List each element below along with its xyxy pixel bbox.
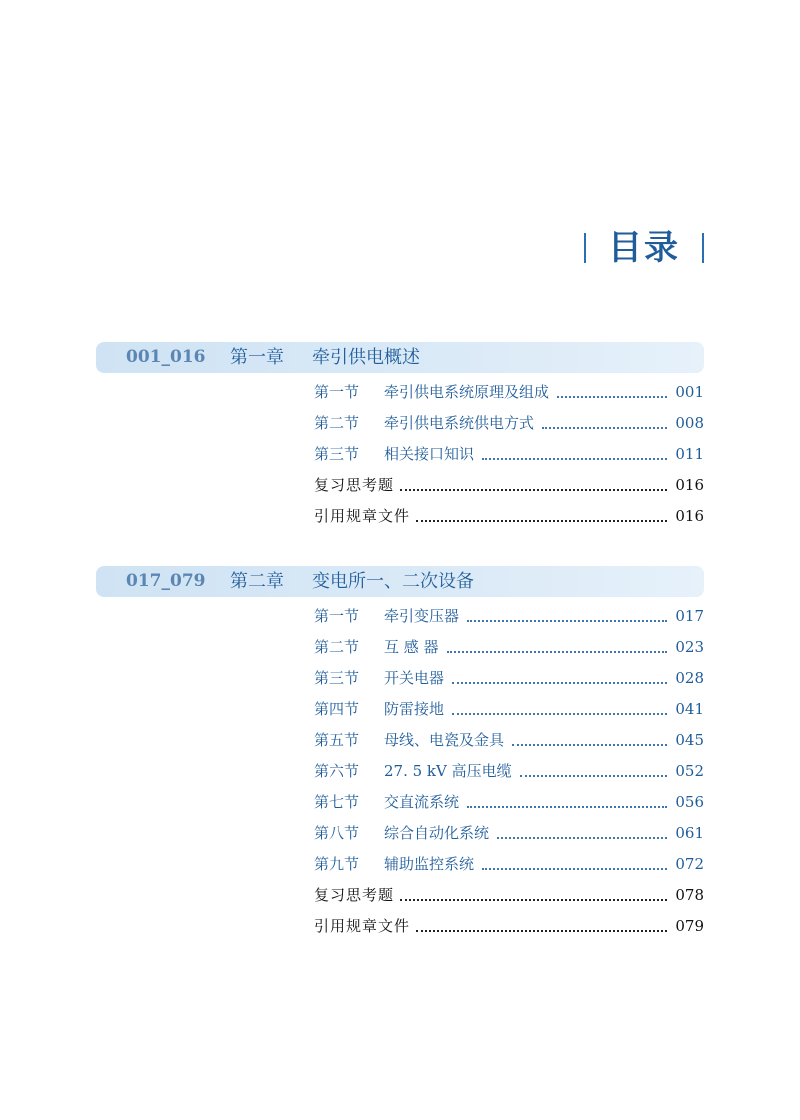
toc-entry[interactable]	[96, 377, 704, 408]
page-number: 016	[671, 501, 704, 532]
toc-entry[interactable]	[96, 632, 704, 663]
section-number: 第二节	[314, 638, 360, 656]
chapter-block	[96, 566, 704, 942]
page-number: 079	[671, 911, 704, 942]
section-number: 第二节	[314, 414, 360, 432]
toc-entry[interactable]	[96, 818, 704, 849]
page-number: 001	[671, 377, 704, 408]
dot-leader	[447, 651, 667, 653]
chapter-title: 变电所一、二次设备	[312, 571, 474, 592]
page-number: 011	[671, 439, 704, 470]
chapter-number: 第二章	[230, 571, 284, 592]
dot-leader	[452, 713, 667, 715]
page-number: 056	[671, 787, 704, 818]
toc-entry[interactable]	[96, 694, 704, 725]
dot-leader	[482, 868, 667, 870]
page-number: 045	[671, 725, 704, 756]
toc-entry[interactable]	[96, 663, 704, 694]
section-title: 相关接口知识	[384, 439, 480, 470]
chapter-number: 第一章	[230, 347, 284, 368]
section-title: 综合自动化系统	[384, 818, 495, 849]
section-number: 第七节	[314, 793, 360, 811]
dot-leader	[467, 806, 667, 808]
dot-leader	[497, 837, 667, 839]
dot-leader	[482, 458, 667, 460]
page-number: 072	[671, 849, 704, 880]
section-title: 牵引供电系统原理及组成	[384, 377, 555, 408]
toc-entry[interactable]	[96, 725, 704, 756]
misc-title: 复习思考题	[314, 470, 398, 501]
misc-title: 引用规章文件	[314, 911, 414, 942]
chapter-entries	[96, 601, 704, 942]
chapter-entries	[96, 377, 704, 532]
section-title: 辅助监控系统	[384, 849, 480, 880]
toc-misc-entry[interactable]	[96, 911, 704, 942]
dot-leader	[542, 427, 667, 429]
dot-leader	[467, 620, 667, 622]
toc-entry[interactable]	[96, 756, 704, 787]
toc-entry[interactable]	[96, 601, 704, 632]
page-number: 078	[671, 880, 704, 911]
chapter-title: 牵引供电概述	[312, 347, 420, 368]
title-bar-left	[584, 233, 586, 263]
misc-title: 引用规章文件	[314, 501, 414, 532]
chapter-page-range: 017_079	[126, 571, 206, 591]
section-number: 第五节	[314, 731, 360, 749]
page-number: 008	[671, 408, 704, 439]
section-title: 互 感 器	[384, 632, 445, 663]
dot-leader	[400, 899, 667, 901]
section-number: 第四节	[314, 700, 360, 718]
title-bar-right	[702, 233, 704, 263]
section-title: 27. 5 kV 高压电缆	[384, 756, 518, 787]
section-number: 第八节	[314, 824, 360, 842]
chapter-heading[interactable]	[96, 342, 704, 373]
section-number: 第三节	[314, 445, 360, 463]
toc-header	[584, 228, 704, 268]
misc-title: 复习思考题	[314, 880, 398, 911]
section-title: 母线、电瓷及金具	[384, 725, 510, 756]
page-number: 061	[671, 818, 704, 849]
chapter-heading[interactable]	[96, 566, 704, 597]
page-number: 041	[671, 694, 704, 725]
toc-entry[interactable]	[96, 787, 704, 818]
section-title: 牵引变压器	[384, 601, 465, 632]
page-number: 028	[671, 663, 704, 694]
toc-misc-entry[interactable]	[96, 470, 704, 501]
section-number: 第九节	[314, 855, 360, 873]
chapter-page-range: 001_016	[126, 347, 206, 367]
dot-leader	[416, 520, 667, 522]
section-title: 牵引供电系统供电方式	[384, 408, 540, 439]
section-title: 交直流系统	[384, 787, 465, 818]
page-number: 016	[671, 470, 704, 501]
section-title: 防雷接地	[384, 694, 450, 725]
dot-leader	[452, 682, 667, 684]
dot-leader	[520, 775, 667, 777]
section-number: 第三节	[314, 669, 360, 687]
toc-entry[interactable]	[96, 408, 704, 439]
toc-entry[interactable]	[96, 849, 704, 880]
page-number: 023	[671, 632, 704, 663]
dot-leader	[557, 396, 667, 398]
page-number: 017	[671, 601, 704, 632]
dot-leader	[416, 930, 667, 932]
toc-misc-entry[interactable]	[96, 880, 704, 911]
section-number: 第六节	[314, 762, 360, 780]
toc-entry[interactable]	[96, 439, 704, 470]
page-title: 目录	[608, 228, 680, 268]
chapter-block	[96, 342, 704, 532]
section-number: 第一节	[314, 607, 360, 625]
section-number: 第一节	[314, 383, 360, 401]
page-number: 052	[671, 756, 704, 787]
dot-leader	[400, 489, 667, 491]
toc-misc-entry[interactable]	[96, 501, 704, 532]
dot-leader	[512, 744, 667, 746]
section-title: 开关电器	[384, 663, 450, 694]
